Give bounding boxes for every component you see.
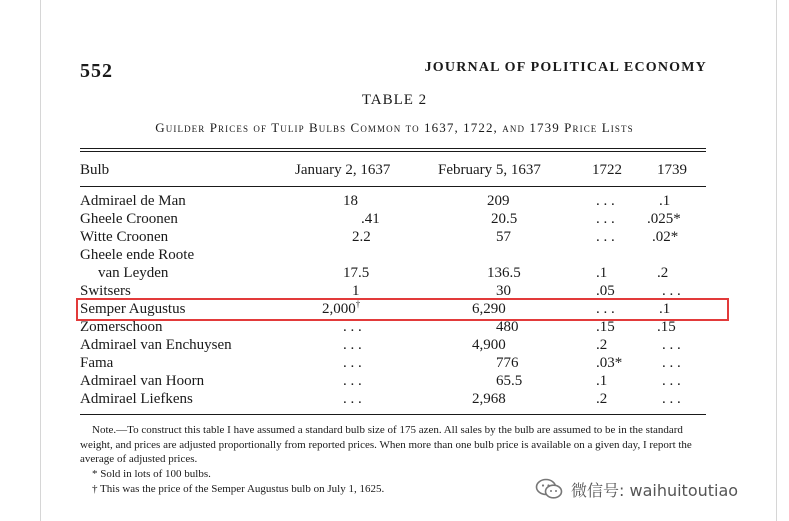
table-cell-1739: .1 [659, 193, 671, 209]
table-cell-1722: .03* [596, 355, 623, 371]
table-cell-1722: .1 [596, 373, 608, 389]
table-cell-1722: .2 [596, 391, 608, 407]
table-cell-feb: 6,290 [472, 301, 506, 317]
table-row-bulb-continued: van Leyden [98, 265, 169, 281]
table-cell-feb: 209 [487, 193, 510, 209]
table-row-bulb-semper-augustus: Semper Augustus [80, 301, 186, 317]
table-cell-feb: 30 [496, 283, 511, 299]
table-cell-jan: . . . [343, 373, 362, 389]
table-top-rule-2 [80, 151, 706, 152]
table-cell-1739: . . . [662, 391, 681, 407]
table-cell-jan: . . . [343, 319, 362, 335]
table-cell-1722: . . . [596, 229, 615, 245]
footnote-dagger: † This was the price of the Semper Augustus bulb on July 1, 1625. [92, 483, 385, 495]
table-cell-1722: . . . [596, 301, 615, 317]
table-cell-feb: 2,968 [472, 391, 506, 407]
dagger-mark: † [355, 299, 361, 309]
table-row-bulb: Admirael van Hoorn [80, 373, 205, 389]
table-cell-jan: . . . [343, 337, 362, 353]
table-cell-feb: 136.5 [487, 265, 521, 281]
table-cell-feb: 480 [496, 319, 519, 335]
table-row-bulb: Fama [80, 355, 114, 371]
column-header-1722: 1722 [592, 162, 622, 178]
table-row-bulb: Admirael Liefkens [80, 391, 193, 407]
table-cell-jan-semper-augustus: 2,000† [322, 299, 361, 317]
table-cell-1739: . . . [662, 337, 681, 353]
table-cell-feb: 776 [496, 355, 519, 371]
journal-title: JOURNAL OF POLITICAL ECONOMY [424, 60, 707, 75]
table-note: Note.—To construct this table I have assumed a standard bulb size of 175 azen. All sales by the bulb are assumed to be in the standard weight, and prices are adjusted proportionally from reported prices. When more than one bulb price is available on a given day, I report the average of adjusted prices. [80, 424, 692, 465]
table-row-bulb: Switsers [80, 283, 131, 299]
table-cell-feb: 65.5 [496, 373, 523, 389]
header-rule [80, 186, 706, 187]
table-cell-jan: 2.2 [352, 229, 371, 245]
table-cell-feb: 20.5 [491, 211, 518, 227]
table-cell-1739: .025* [647, 211, 681, 227]
table-cell-1739: .15 [657, 319, 676, 335]
table-top-rule [80, 148, 706, 149]
page-edge-right [776, 0, 777, 521]
table-cell-feb: 57 [496, 229, 511, 245]
table-row-bulb: Gheele Croonen [80, 211, 178, 227]
table-label: TABLE 2 [361, 92, 428, 108]
table-cell-feb: 4,900 [472, 337, 506, 353]
watermark [535, 478, 738, 500]
table-cell-jan: 17.5 [343, 265, 370, 281]
page-number: 552 [80, 60, 113, 82]
table-bottom-rule [80, 414, 706, 415]
table-cell-1722: .2 [596, 337, 608, 353]
table-cell-1722: .05 [596, 283, 615, 299]
watermark-text: 微信号: waihuitoutiao [571, 480, 739, 500]
table-cell-jan: 18 [343, 193, 358, 209]
table-cell-1722: .15 [596, 319, 615, 335]
table-row-bulb: Witte Croonen [80, 229, 169, 245]
column-header-feb-1637: February 5, 1637 [438, 162, 541, 178]
table-cell-1739: . . . [662, 355, 681, 371]
footnote-asterisk: * Sold in lots of 100 bulbs. [92, 468, 211, 480]
table-row-bulb: Admirael van Enchuysen [80, 337, 232, 353]
column-header-bulb: Bulb [80, 162, 110, 178]
table-cell-1739: . . . [662, 283, 681, 299]
table-title: Guilder Prices of Tulip Bulbs Common to 1637, 1722, and 1739 Price Lists [155, 120, 634, 135]
table-row-bulb: Zomerschoon [80, 319, 163, 335]
highlight-box [76, 298, 729, 321]
table-cell-1739: .2 [657, 265, 669, 281]
table-cell-jan: 1 [352, 283, 360, 299]
table-cell-1739: . . . [662, 373, 681, 389]
table-cell-1739: .1 [659, 301, 671, 317]
table-cell-1739: .02* [652, 229, 679, 245]
table-cell-1722: .1 [596, 265, 608, 281]
column-header-jan-1637: January 2, 1637 [295, 162, 391, 178]
column-header-1739: 1739 [657, 162, 687, 178]
table-row-bulb: Admirael de Man [80, 193, 186, 209]
page-edge-left [40, 0, 41, 521]
wechat-icon [535, 478, 563, 500]
table-cell-jan: .41 [361, 211, 380, 227]
table-row-bulb: Gheele ende Roote [80, 247, 195, 263]
table-cell-1722: . . . [596, 211, 615, 227]
table-cell-1722: . . . [596, 193, 615, 209]
table-cell-jan: . . . [343, 355, 362, 371]
table-cell-jan: . . . [343, 391, 362, 407]
